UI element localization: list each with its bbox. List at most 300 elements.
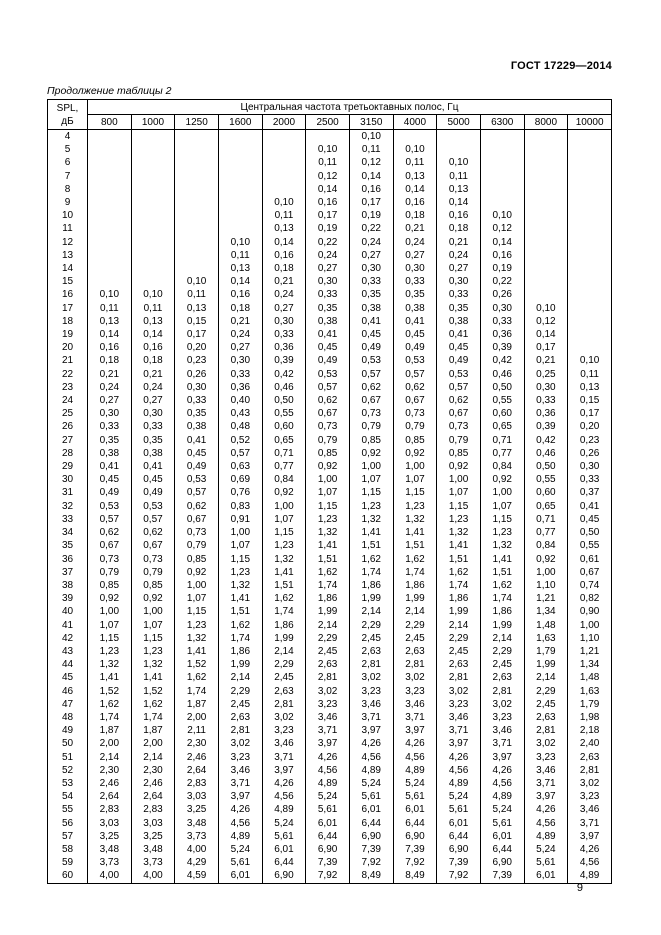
value-cell: 0,24 [306, 249, 350, 262]
value-cell: 5,24 [262, 817, 306, 830]
value-cell: 1,32 [480, 539, 524, 552]
table-row [48, 698, 612, 711]
value-cell [568, 196, 612, 209]
value-cell: 3,02 [568, 777, 612, 790]
value-cell: 0,92 [349, 447, 393, 460]
value-cell: 0,38 [175, 420, 219, 433]
value-cell: 3,25 [88, 830, 132, 843]
value-cell: 1,62 [88, 698, 132, 711]
value-cell: 3,23 [349, 685, 393, 698]
value-cell [524, 222, 568, 235]
value-cell: 0,77 [480, 447, 524, 460]
value-cell: 6,01 [218, 869, 262, 883]
value-cell: 3,46 [480, 724, 524, 737]
value-cell: 4,89 [568, 869, 612, 883]
value-cell: 2,81 [437, 671, 481, 684]
value-cell [568, 209, 612, 222]
value-cell: 1,74 [393, 566, 437, 579]
value-cell: 0,11 [568, 368, 612, 381]
value-cell: 1,74 [262, 605, 306, 618]
value-cell: 6,01 [262, 843, 306, 856]
value-cell: 0,18 [131, 354, 175, 367]
value-cell [175, 143, 219, 156]
spl-cell: 60 [48, 869, 88, 883]
value-cell: 0,11 [437, 170, 481, 183]
value-cell [175, 222, 219, 235]
value-cell: 1,07 [306, 486, 350, 499]
value-cell: 1,41 [175, 645, 219, 658]
value-cell: 0,49 [349, 341, 393, 354]
value-cell: 0,14 [306, 183, 350, 196]
value-cell: 0,21 [88, 368, 132, 381]
value-cell: 0,27 [306, 262, 350, 275]
value-cell: 1,07 [218, 539, 262, 552]
value-cell: 5,61 [393, 790, 437, 803]
value-cell: 0,84 [480, 460, 524, 473]
value-cell: 1,41 [349, 526, 393, 539]
table-row [48, 658, 612, 671]
value-cell: 1,00 [349, 460, 393, 473]
value-cell: 0,30 [131, 407, 175, 420]
table-row [48, 817, 612, 830]
value-cell: 0,41 [306, 328, 350, 341]
value-cell: 3,97 [568, 830, 612, 843]
value-cell: 3,23 [262, 724, 306, 737]
value-cell: 2,29 [437, 632, 481, 645]
value-cell: 0,38 [393, 302, 437, 315]
value-cell: 1,99 [349, 592, 393, 605]
value-cell: 0,30 [393, 262, 437, 275]
value-cell: 1,15 [306, 500, 350, 513]
value-cell: 0,18 [218, 302, 262, 315]
value-cell: 1,00 [131, 605, 175, 618]
value-cell: 0,76 [218, 486, 262, 499]
value-cell: 6,01 [306, 817, 350, 830]
value-cell: 0,33 [218, 368, 262, 381]
value-cell: 3,73 [88, 856, 132, 869]
value-cell: 5,24 [393, 777, 437, 790]
value-cell [218, 156, 262, 169]
value-cell: 3,25 [131, 830, 175, 843]
value-cell: 0,12 [524, 315, 568, 328]
value-cell [88, 262, 132, 275]
value-cell [480, 143, 524, 156]
frequency-header: 4000 [393, 115, 437, 130]
value-cell: 1,32 [218, 579, 262, 592]
frequency-header: 1000 [131, 115, 175, 130]
table-row [48, 671, 612, 684]
value-cell: 1,62 [349, 553, 393, 566]
value-cell: 0,42 [262, 368, 306, 381]
value-cell: 1,74 [218, 632, 262, 645]
value-cell: 0,67 [88, 539, 132, 552]
value-cell: 1,00 [393, 460, 437, 473]
value-cell: 2,81 [568, 764, 612, 777]
value-cell: 3,02 [437, 685, 481, 698]
value-cell [131, 183, 175, 196]
value-cell: 0,79 [175, 539, 219, 552]
value-cell: 0,49 [175, 460, 219, 473]
value-cell [524, 249, 568, 262]
value-cell: 0,67 [306, 407, 350, 420]
spl-cell: 8 [48, 183, 88, 196]
spl-header [48, 100, 88, 130]
value-cell: 1,99 [306, 605, 350, 618]
value-cell: 1,23 [88, 645, 132, 658]
value-cell: 1,23 [262, 539, 306, 552]
table-caption: Продолжение таблицы 2 [47, 85, 172, 97]
spl-cell: 44 [48, 658, 88, 671]
table-row [48, 460, 612, 473]
table-row [48, 751, 612, 764]
value-cell: 3,23 [393, 685, 437, 698]
value-cell: 3,97 [306, 737, 350, 750]
value-cell: 6,90 [393, 830, 437, 843]
value-cell: 0,20 [175, 341, 219, 354]
value-cell: 1,87 [175, 698, 219, 711]
value-cell [88, 170, 132, 183]
value-cell: 0,85 [88, 579, 132, 592]
value-cell: 0,45 [306, 341, 350, 354]
value-cell: 0,21 [218, 315, 262, 328]
value-cell: 0,41 [568, 500, 612, 513]
value-cell: 0,13 [393, 170, 437, 183]
value-cell: 0,92 [88, 592, 132, 605]
value-cell: 2,14 [218, 671, 262, 684]
value-cell: 0,57 [393, 368, 437, 381]
value-cell [568, 156, 612, 169]
value-cell: 0,30 [524, 381, 568, 394]
value-cell: 0,49 [131, 486, 175, 499]
value-cell: 0,19 [306, 222, 350, 235]
value-cell: 1,62 [218, 619, 262, 632]
table-row [48, 592, 612, 605]
value-cell: 6,44 [437, 830, 481, 843]
value-cell: 0,20 [568, 420, 612, 433]
value-cell: 0,84 [262, 473, 306, 486]
value-cell: 3,71 [437, 724, 481, 737]
value-cell: 0,36 [480, 328, 524, 341]
value-cell: 3,02 [524, 737, 568, 750]
value-cell: 5,61 [524, 856, 568, 869]
value-cell: 2,30 [175, 737, 219, 750]
value-cell: 0,53 [393, 354, 437, 367]
value-cell: 0,85 [306, 447, 350, 460]
value-cell: 0,11 [131, 302, 175, 315]
value-cell: 0,16 [480, 249, 524, 262]
value-cell [524, 143, 568, 156]
value-cell [568, 315, 612, 328]
value-cell: 0,22 [349, 222, 393, 235]
spl-cell: 21 [48, 354, 88, 367]
table-row [48, 526, 612, 539]
table-row [48, 843, 612, 856]
value-cell: 0,23 [568, 434, 612, 447]
value-cell: 4,26 [218, 803, 262, 816]
value-cell: 0,13 [175, 302, 219, 315]
spl-cell: 12 [48, 236, 88, 249]
value-cell: 2,81 [524, 724, 568, 737]
value-cell [131, 275, 175, 288]
value-cell: 0,33 [262, 328, 306, 341]
table-row [48, 790, 612, 803]
value-cell: 0,77 [262, 460, 306, 473]
value-cell [175, 156, 219, 169]
value-cell [524, 209, 568, 222]
value-cell: 0,84 [524, 539, 568, 552]
value-cell: 5,24 [306, 790, 350, 803]
value-cell: 0,45 [131, 473, 175, 486]
spl-cell: 54 [48, 790, 88, 803]
value-cell [175, 262, 219, 275]
value-cell: 5,61 [218, 856, 262, 869]
value-cell: 4,56 [218, 817, 262, 830]
value-cell [524, 170, 568, 183]
value-cell: 4,56 [349, 751, 393, 764]
value-cell: 0,21 [262, 275, 306, 288]
value-cell: 0,25 [524, 368, 568, 381]
value-cell: 3,48 [175, 817, 219, 830]
value-cell: 1,62 [393, 553, 437, 566]
value-cell: 1,23 [393, 500, 437, 513]
value-cell: 7,92 [437, 869, 481, 883]
value-cell [175, 196, 219, 209]
value-cell [218, 183, 262, 196]
value-cell: 2,14 [524, 671, 568, 684]
value-cell: 1,51 [262, 579, 306, 592]
value-cell: 1,10 [524, 579, 568, 592]
spl-cell: 33 [48, 513, 88, 526]
value-cell: 0,33 [88, 420, 132, 433]
frequency-header: 1600 [218, 115, 262, 130]
spl-cell: 19 [48, 328, 88, 341]
value-cell: 2,45 [218, 698, 262, 711]
value-cell: 0,57 [88, 513, 132, 526]
value-cell: 0,33 [131, 420, 175, 433]
spl-cell: 32 [48, 500, 88, 513]
value-cell: 0,35 [437, 302, 481, 315]
table-row [48, 434, 612, 447]
value-cell: 0,79 [393, 420, 437, 433]
value-cell: 2,29 [262, 658, 306, 671]
value-cell: 0,42 [524, 434, 568, 447]
value-cell: 3,97 [480, 751, 524, 764]
value-cell: 0,12 [480, 222, 524, 235]
table-row [48, 803, 612, 816]
value-cell: 0,16 [393, 196, 437, 209]
value-cell: 3,46 [437, 711, 481, 724]
value-cell [88, 209, 132, 222]
value-cell [218, 130, 262, 144]
value-cell: 0,10 [393, 143, 437, 156]
value-cell: 2,64 [175, 764, 219, 777]
table-row [48, 130, 612, 144]
value-cell: 3,23 [480, 711, 524, 724]
spl-cell: 27 [48, 434, 88, 447]
table-row [48, 856, 612, 869]
value-cell: 4,89 [262, 803, 306, 816]
table-row [48, 236, 612, 249]
value-cell: 0,17 [568, 407, 612, 420]
value-cell: 1,86 [262, 619, 306, 632]
value-cell: 4,26 [480, 764, 524, 777]
value-cell: 4,26 [524, 803, 568, 816]
value-cell: 3,71 [306, 724, 350, 737]
value-cell: 0,41 [349, 315, 393, 328]
spl-cell: 23 [48, 381, 88, 394]
doc-number: ГОСТ 17229—2014 [510, 60, 612, 72]
value-cell: 0,62 [131, 526, 175, 539]
value-cell [262, 130, 306, 144]
value-cell: 3,73 [131, 856, 175, 869]
value-cell: 0,26 [480, 288, 524, 301]
value-cell: 0,52 [218, 434, 262, 447]
value-cell: 0,45 [393, 328, 437, 341]
value-cell: 0,57 [175, 486, 219, 499]
value-cell: 0,27 [218, 341, 262, 354]
value-cell: 0,24 [262, 288, 306, 301]
value-cell: 2,63 [262, 685, 306, 698]
value-cell: 0,41 [88, 460, 132, 473]
value-cell [568, 143, 612, 156]
frequency-header: 10000 [568, 115, 612, 130]
value-cell: 4,56 [568, 856, 612, 869]
value-cell: 0,41 [175, 434, 219, 447]
value-cell: 1,86 [480, 605, 524, 618]
spl-cell: 57 [48, 830, 88, 843]
value-cell: 0,36 [262, 341, 306, 354]
spl-cell: 26 [48, 420, 88, 433]
value-cell: 3,71 [262, 751, 306, 764]
value-cell: 0,74 [568, 579, 612, 592]
value-cell: 0,38 [306, 315, 350, 328]
value-cell: 4,26 [306, 751, 350, 764]
value-cell: 5,24 [218, 843, 262, 856]
value-cell: 0,45 [568, 513, 612, 526]
value-cell [131, 196, 175, 209]
value-cell: 7,92 [306, 869, 350, 883]
value-cell: 0,92 [175, 566, 219, 579]
value-cell: 3,23 [306, 698, 350, 711]
value-cell [88, 249, 132, 262]
value-cell: 0,33 [306, 288, 350, 301]
value-cell: 1,62 [437, 566, 481, 579]
value-cell: 3,02 [480, 698, 524, 711]
value-cell: 6,01 [480, 830, 524, 843]
value-cell: 0,16 [306, 196, 350, 209]
value-cell [218, 170, 262, 183]
value-cell: 3,97 [218, 790, 262, 803]
value-cell: 3,97 [437, 737, 481, 750]
value-cell: 1,32 [175, 632, 219, 645]
value-cell: 2,81 [306, 671, 350, 684]
value-cell: 1,32 [349, 513, 393, 526]
spl-cell: 11 [48, 222, 88, 235]
spl-cell: 58 [48, 843, 88, 856]
table-row [48, 381, 612, 394]
value-cell: 0,65 [480, 420, 524, 433]
value-cell [524, 275, 568, 288]
value-cell: 0,10 [88, 288, 132, 301]
table-row [48, 183, 612, 196]
value-cell: 1,99 [437, 605, 481, 618]
value-cell [262, 183, 306, 196]
value-cell: 0,39 [480, 341, 524, 354]
value-cell: 0,30 [88, 407, 132, 420]
value-cell: 0,62 [437, 394, 481, 407]
spl-cell: 31 [48, 486, 88, 499]
value-cell [480, 196, 524, 209]
value-cell: 2,29 [480, 645, 524, 658]
value-cell: 3,48 [88, 843, 132, 856]
value-cell: 0,92 [524, 553, 568, 566]
table-row [48, 249, 612, 262]
value-cell: 5,24 [524, 843, 568, 856]
spl-frequency-table [47, 99, 612, 884]
spl-cell: 34 [48, 526, 88, 539]
value-cell: 2,81 [218, 724, 262, 737]
value-cell: 0,49 [88, 486, 132, 499]
value-cell: 0,10 [262, 196, 306, 209]
value-cell: 1,87 [131, 724, 175, 737]
value-cell: 7,39 [480, 869, 524, 883]
value-cell [568, 170, 612, 183]
value-cell: 2,14 [88, 751, 132, 764]
value-cell: 1,63 [524, 632, 568, 645]
table-row [48, 473, 612, 486]
value-cell [524, 130, 568, 144]
value-cell: 0,85 [393, 434, 437, 447]
value-cell: 0,30 [437, 275, 481, 288]
value-cell: 0,55 [524, 473, 568, 486]
value-cell: 1,62 [131, 698, 175, 711]
value-cell: 0,53 [88, 500, 132, 513]
value-cell [262, 156, 306, 169]
value-cell: 0,22 [306, 236, 350, 249]
value-cell [568, 302, 612, 315]
value-cell: 0,38 [437, 315, 481, 328]
table-row [48, 156, 612, 169]
spl-cell: 53 [48, 777, 88, 790]
value-cell: 0,30 [262, 315, 306, 328]
spl-cell: 46 [48, 685, 88, 698]
value-cell: 1,41 [262, 566, 306, 579]
value-cell: 7,39 [437, 856, 481, 869]
value-cell: 0,41 [131, 460, 175, 473]
value-cell: 0,24 [131, 381, 175, 394]
value-cell: 0,24 [393, 236, 437, 249]
value-cell: 1,00 [524, 566, 568, 579]
value-cell: 0,46 [524, 447, 568, 460]
value-cell: 0,13 [88, 315, 132, 328]
value-cell: 2,63 [306, 658, 350, 671]
value-cell: 0,10 [480, 209, 524, 222]
value-cell: 0,17 [524, 341, 568, 354]
value-cell: 0,21 [437, 236, 481, 249]
value-cell: 1,15 [218, 553, 262, 566]
value-cell: 2,64 [131, 790, 175, 803]
value-cell: 0,82 [568, 592, 612, 605]
value-cell [175, 170, 219, 183]
page-number: 9 [576, 882, 583, 894]
value-cell: 0,10 [175, 275, 219, 288]
spl-cell: 5 [48, 143, 88, 156]
value-cell [568, 288, 612, 301]
value-cell: 0,21 [131, 368, 175, 381]
frequency-header: 3150 [349, 115, 393, 130]
value-cell: 2,64 [88, 790, 132, 803]
value-cell: 0,35 [131, 434, 175, 447]
